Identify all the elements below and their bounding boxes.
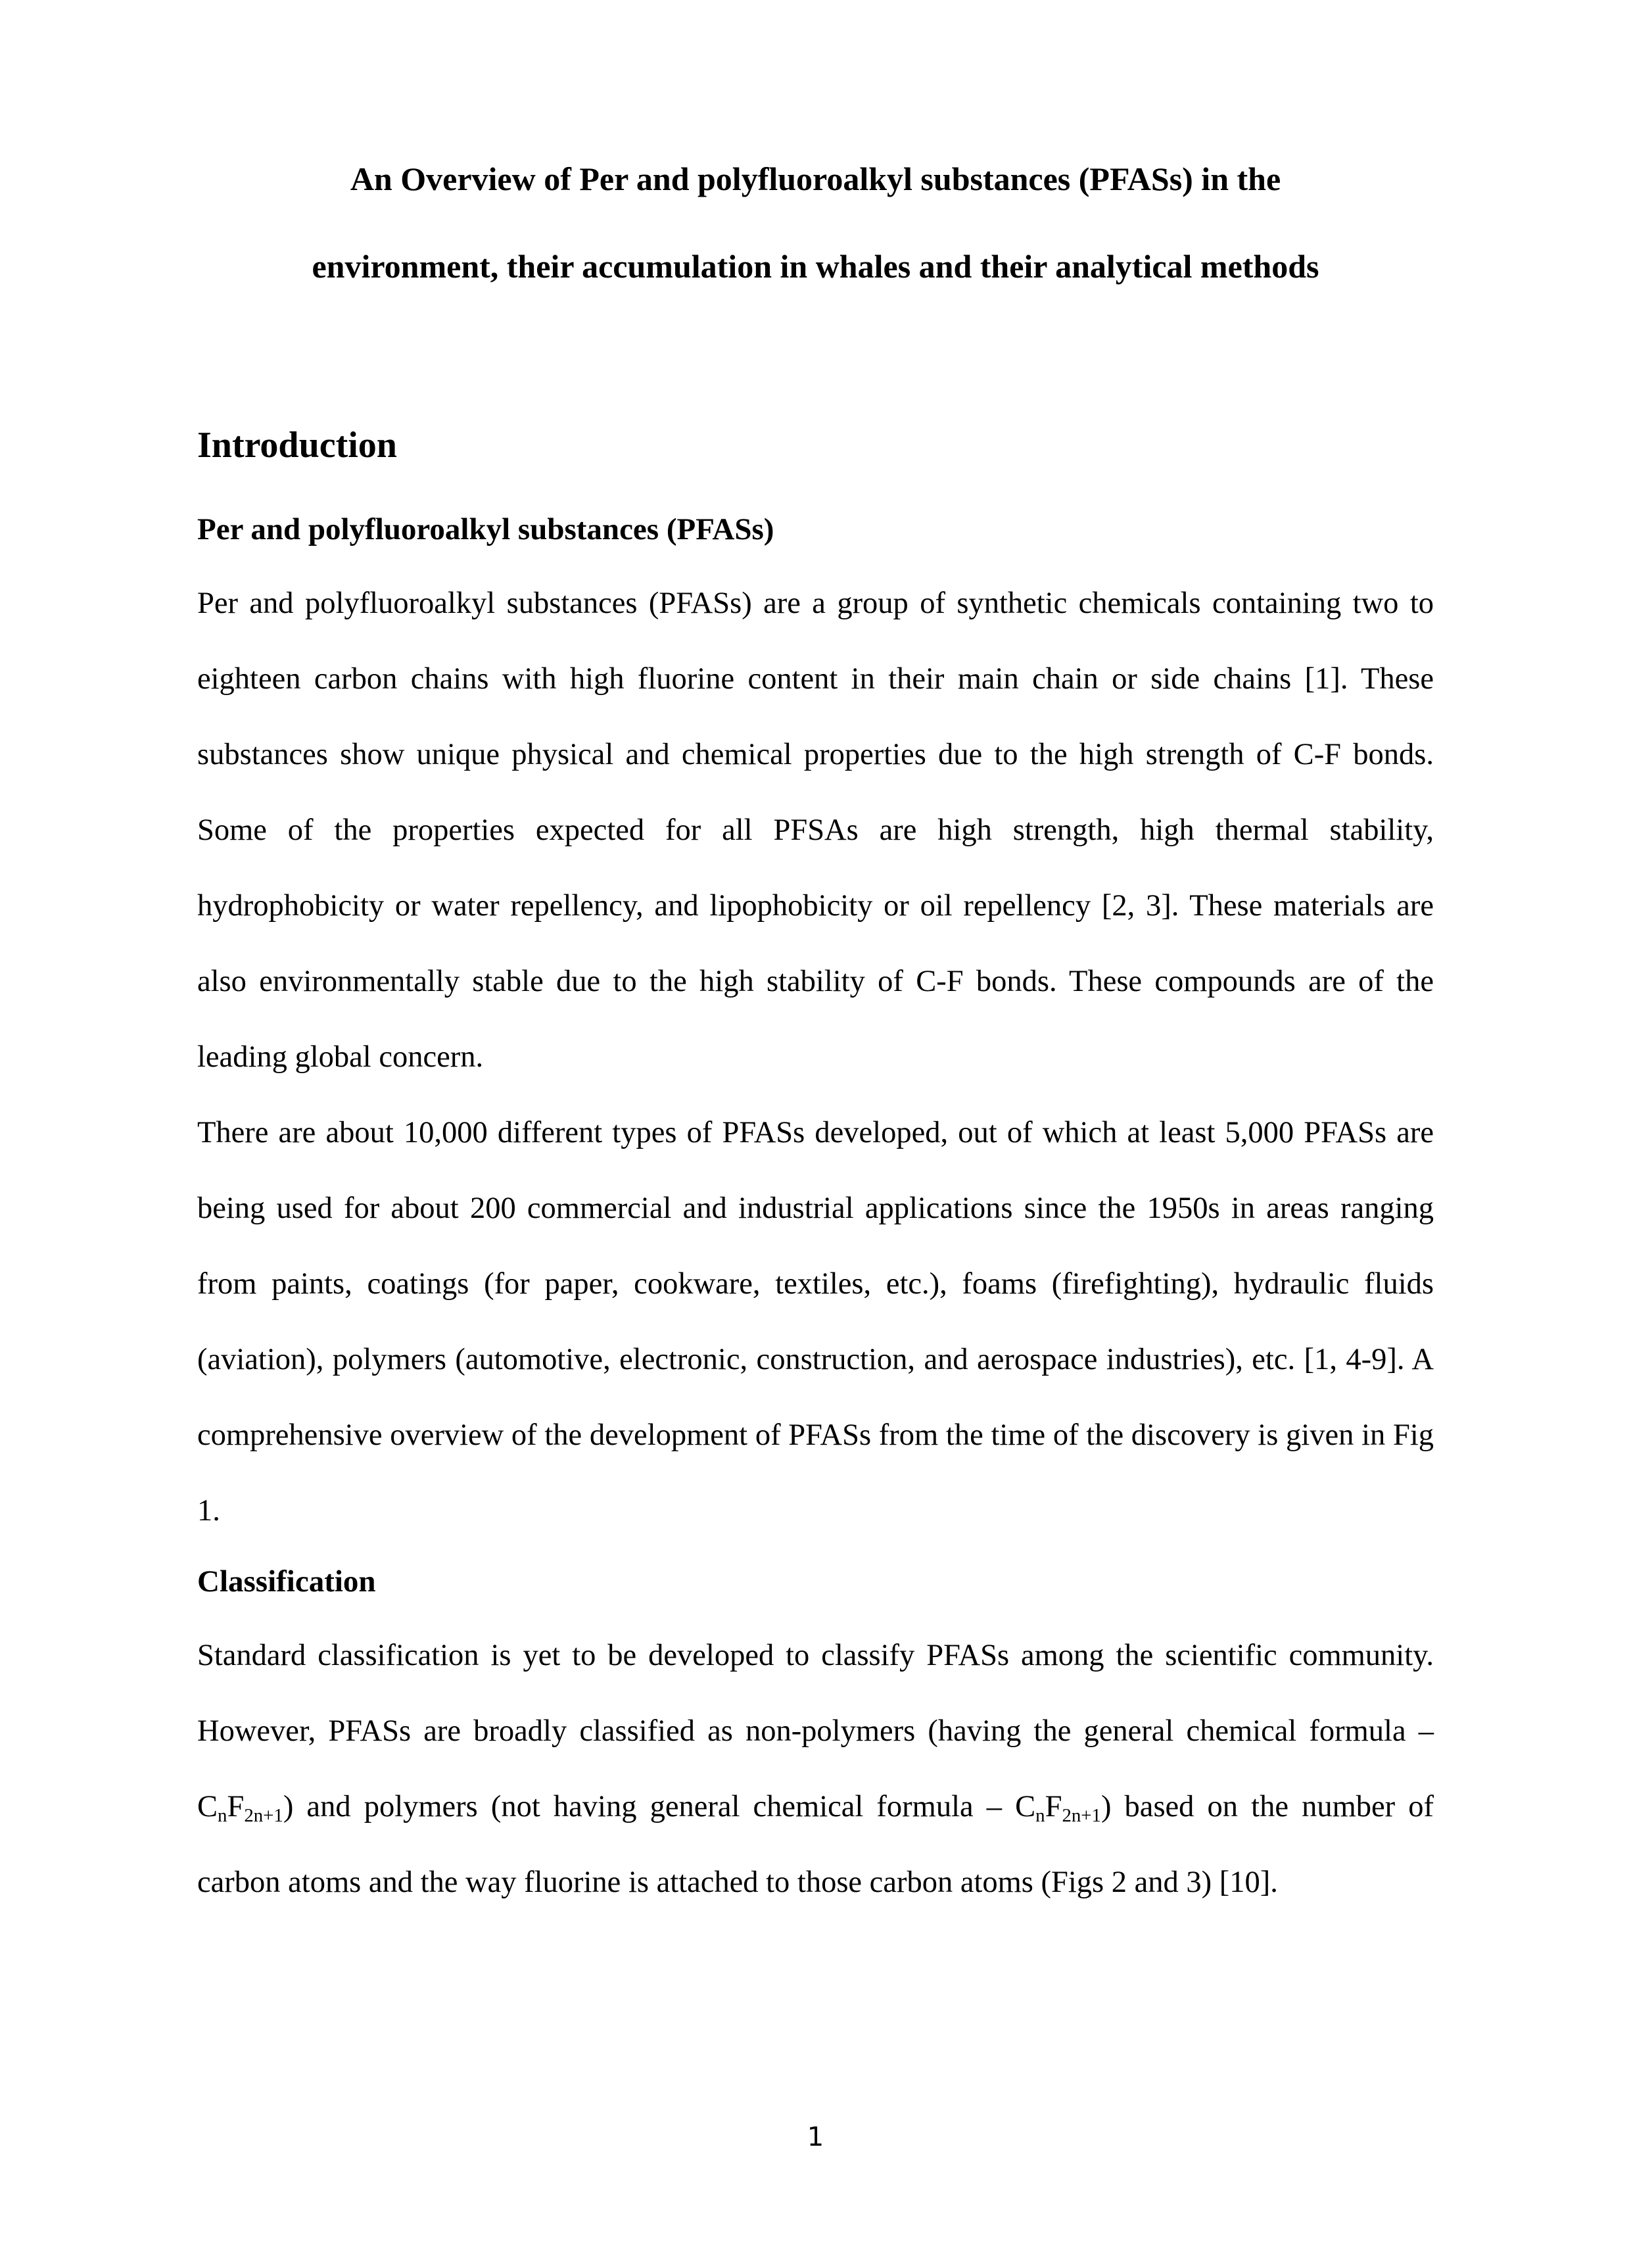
subsection-heading-classification: Classification <box>197 1564 376 1599</box>
paragraph-classification <box>197 1618 1434 1920</box>
formula-element-f: F <box>227 1790 245 1823</box>
formula-element-f: F <box>1045 1790 1062 1823</box>
paper-title-line-2: environment, their accumulation in whales and their analytical methods <box>312 248 1319 285</box>
page-number: 1 <box>807 2122 824 2152</box>
paragraph-pfas-definition: Per and polyfluoroalkyl substances (PFASs) are a group of synthetic chemicals containing two to eighteen carbon chains with high fluorine content in their main chain or side chains [1]. These substances show unique physical and chemical properties due to the high strength of C-F bonds. Some of the properties expected for all PFSAs are high strength, high thermal stability, hydrophobicity or water repellency, and lipophobicity or oil repellency [2, 3]. These materials are also environmentally stable due to the high stability of C-F bonds. These compounds are of the leading global concern. <box>197 587 1434 1074</box>
formula-subscript-2n1: 2n+1 <box>244 1805 283 1827</box>
paragraph-pfas-applications: There are about 10,000 different types of PFASs developed, out of which at least 5,000 PFASs are being used for about 200 commercial and industrial applications since the 1950s in areas ranging from paints, coatings (for paper, cookware, textiles, etc.), foams (firefighting), hydraulic fluids (aviation), polymers (automotive, electronic, construction, and aerospace industries), etc. [1, 4-9]. A comprehensive overview of the development of PFASs from the time of the discovery is given in Fig 1. <box>197 1116 1434 1528</box>
section-heading-introduction: Introduction <box>197 425 397 466</box>
paper-title-line-1: An Overview of Per and polyfluoroalkyl substances (PFASs) in the <box>350 160 1281 197</box>
formula-subscript-2n1: 2n+1 <box>1062 1805 1101 1827</box>
paragraph-classification-part-2: ) and polymers (not having general chemical formula – C <box>283 1790 1036 1823</box>
subsection-heading-pfas: Per and polyfluoroalkyl substances (PFASs) <box>197 512 774 546</box>
formula-subscript-n: n <box>1035 1805 1045 1827</box>
formula-subscript-n: n <box>218 1805 227 1827</box>
paragraph-classification-part-3: ) based on the number of carbon atoms and the way fluorine is attached to those carbon atoms (Figs 2 and 3) [10]. <box>197 1790 1434 1899</box>
paragraph-classification-part-1: Standard classification is yet to be developed to classify PFASs among the scientific community. However, PFASs are broadly classified as non-polymers (having the general chemical formula – C <box>197 1639 1434 1823</box>
